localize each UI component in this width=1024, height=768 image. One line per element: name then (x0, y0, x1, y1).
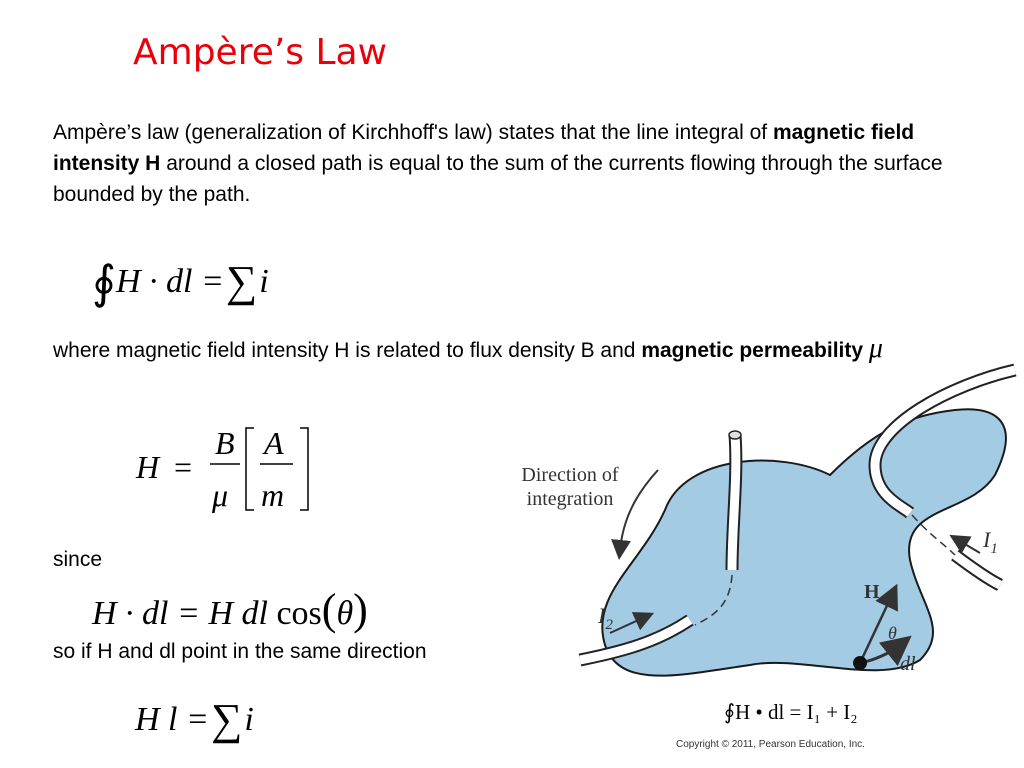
intro-text-start: Ampère’s law (generalization of Kirchhoff's law) states that the line integral of (53, 121, 773, 144)
direction-label-line1: Direction of (521, 464, 619, 486)
eq2-h: H (136, 449, 160, 485)
eq2-right-bracket (300, 428, 308, 510)
theta-label: θ (888, 623, 897, 643)
intro-text-end: around a closed path is equal to the sum of the currents flowing through the surface bounded by the path. (53, 152, 943, 206)
h-vector-label: H (864, 581, 880, 603)
wire-left-end (729, 431, 741, 439)
equation-dot-product (92, 584, 368, 635)
eq1-rhs: i (259, 263, 269, 300)
equation-h-b-mu (130, 420, 330, 520)
copyright-notice: Copyright © 2011, Pearson Education, Inc. (676, 739, 865, 750)
mu-symbol: μ (868, 333, 883, 364)
eq2-denominator: μ (212, 477, 229, 513)
eq3-open-paren: ( (321, 585, 337, 634)
wire-left-top-fill (732, 435, 736, 570)
so-if-label: so if H and dl point in the same direction (53, 640, 427, 663)
wire-i1-fill (955, 555, 1000, 585)
eq3-close-paren: ) (353, 585, 368, 634)
eq1-sum-sign: ∑ (225, 257, 258, 306)
contour-integral-sign: ∮ (92, 257, 116, 308)
eq4-lhs: H l = (135, 701, 209, 738)
eq1-lhs: H · dl = (115, 263, 224, 300)
eq3-theta: θ (336, 595, 354, 632)
equation-amperes-law (92, 249, 269, 308)
eq3-lhs: H · dl = H dl (92, 595, 268, 632)
eq4-rhs: i (244, 701, 254, 738)
intro-paragraph (53, 117, 953, 210)
i1-label: $I_1$ (983, 527, 998, 557)
eq2-left-bracket (246, 428, 254, 510)
figure-caption-equation: ∮H • dl = I₁ + I₂ (724, 700, 858, 724)
since-label: since (53, 548, 103, 571)
eq2-unit-numerator: A (264, 425, 284, 461)
relation-bold-term: magnetic permeability (641, 339, 864, 362)
eq2-numerator: B (215, 425, 235, 461)
path-point (853, 656, 867, 670)
eq3-cos: cos (276, 595, 322, 632)
slide-title: Ampère’s Law (133, 32, 388, 73)
relation-text: where magnetic field intensity H is related to flux density B and (53, 339, 642, 362)
i1-arrow (958, 540, 980, 553)
i2-label: $I_2$ (598, 603, 613, 633)
intro-bold-term: magnetic field intensity H (53, 121, 915, 175)
eq2-equals: = (174, 449, 193, 485)
equation-h-l-sum (135, 690, 254, 744)
dl-label: dl (900, 653, 916, 675)
ampere-law-figure (480, 355, 1024, 700)
eq4-sum-sign: ∑ (210, 695, 243, 744)
direction-label-line2: integration (526, 488, 614, 510)
eq2-unit-denominator: m (261, 477, 285, 513)
